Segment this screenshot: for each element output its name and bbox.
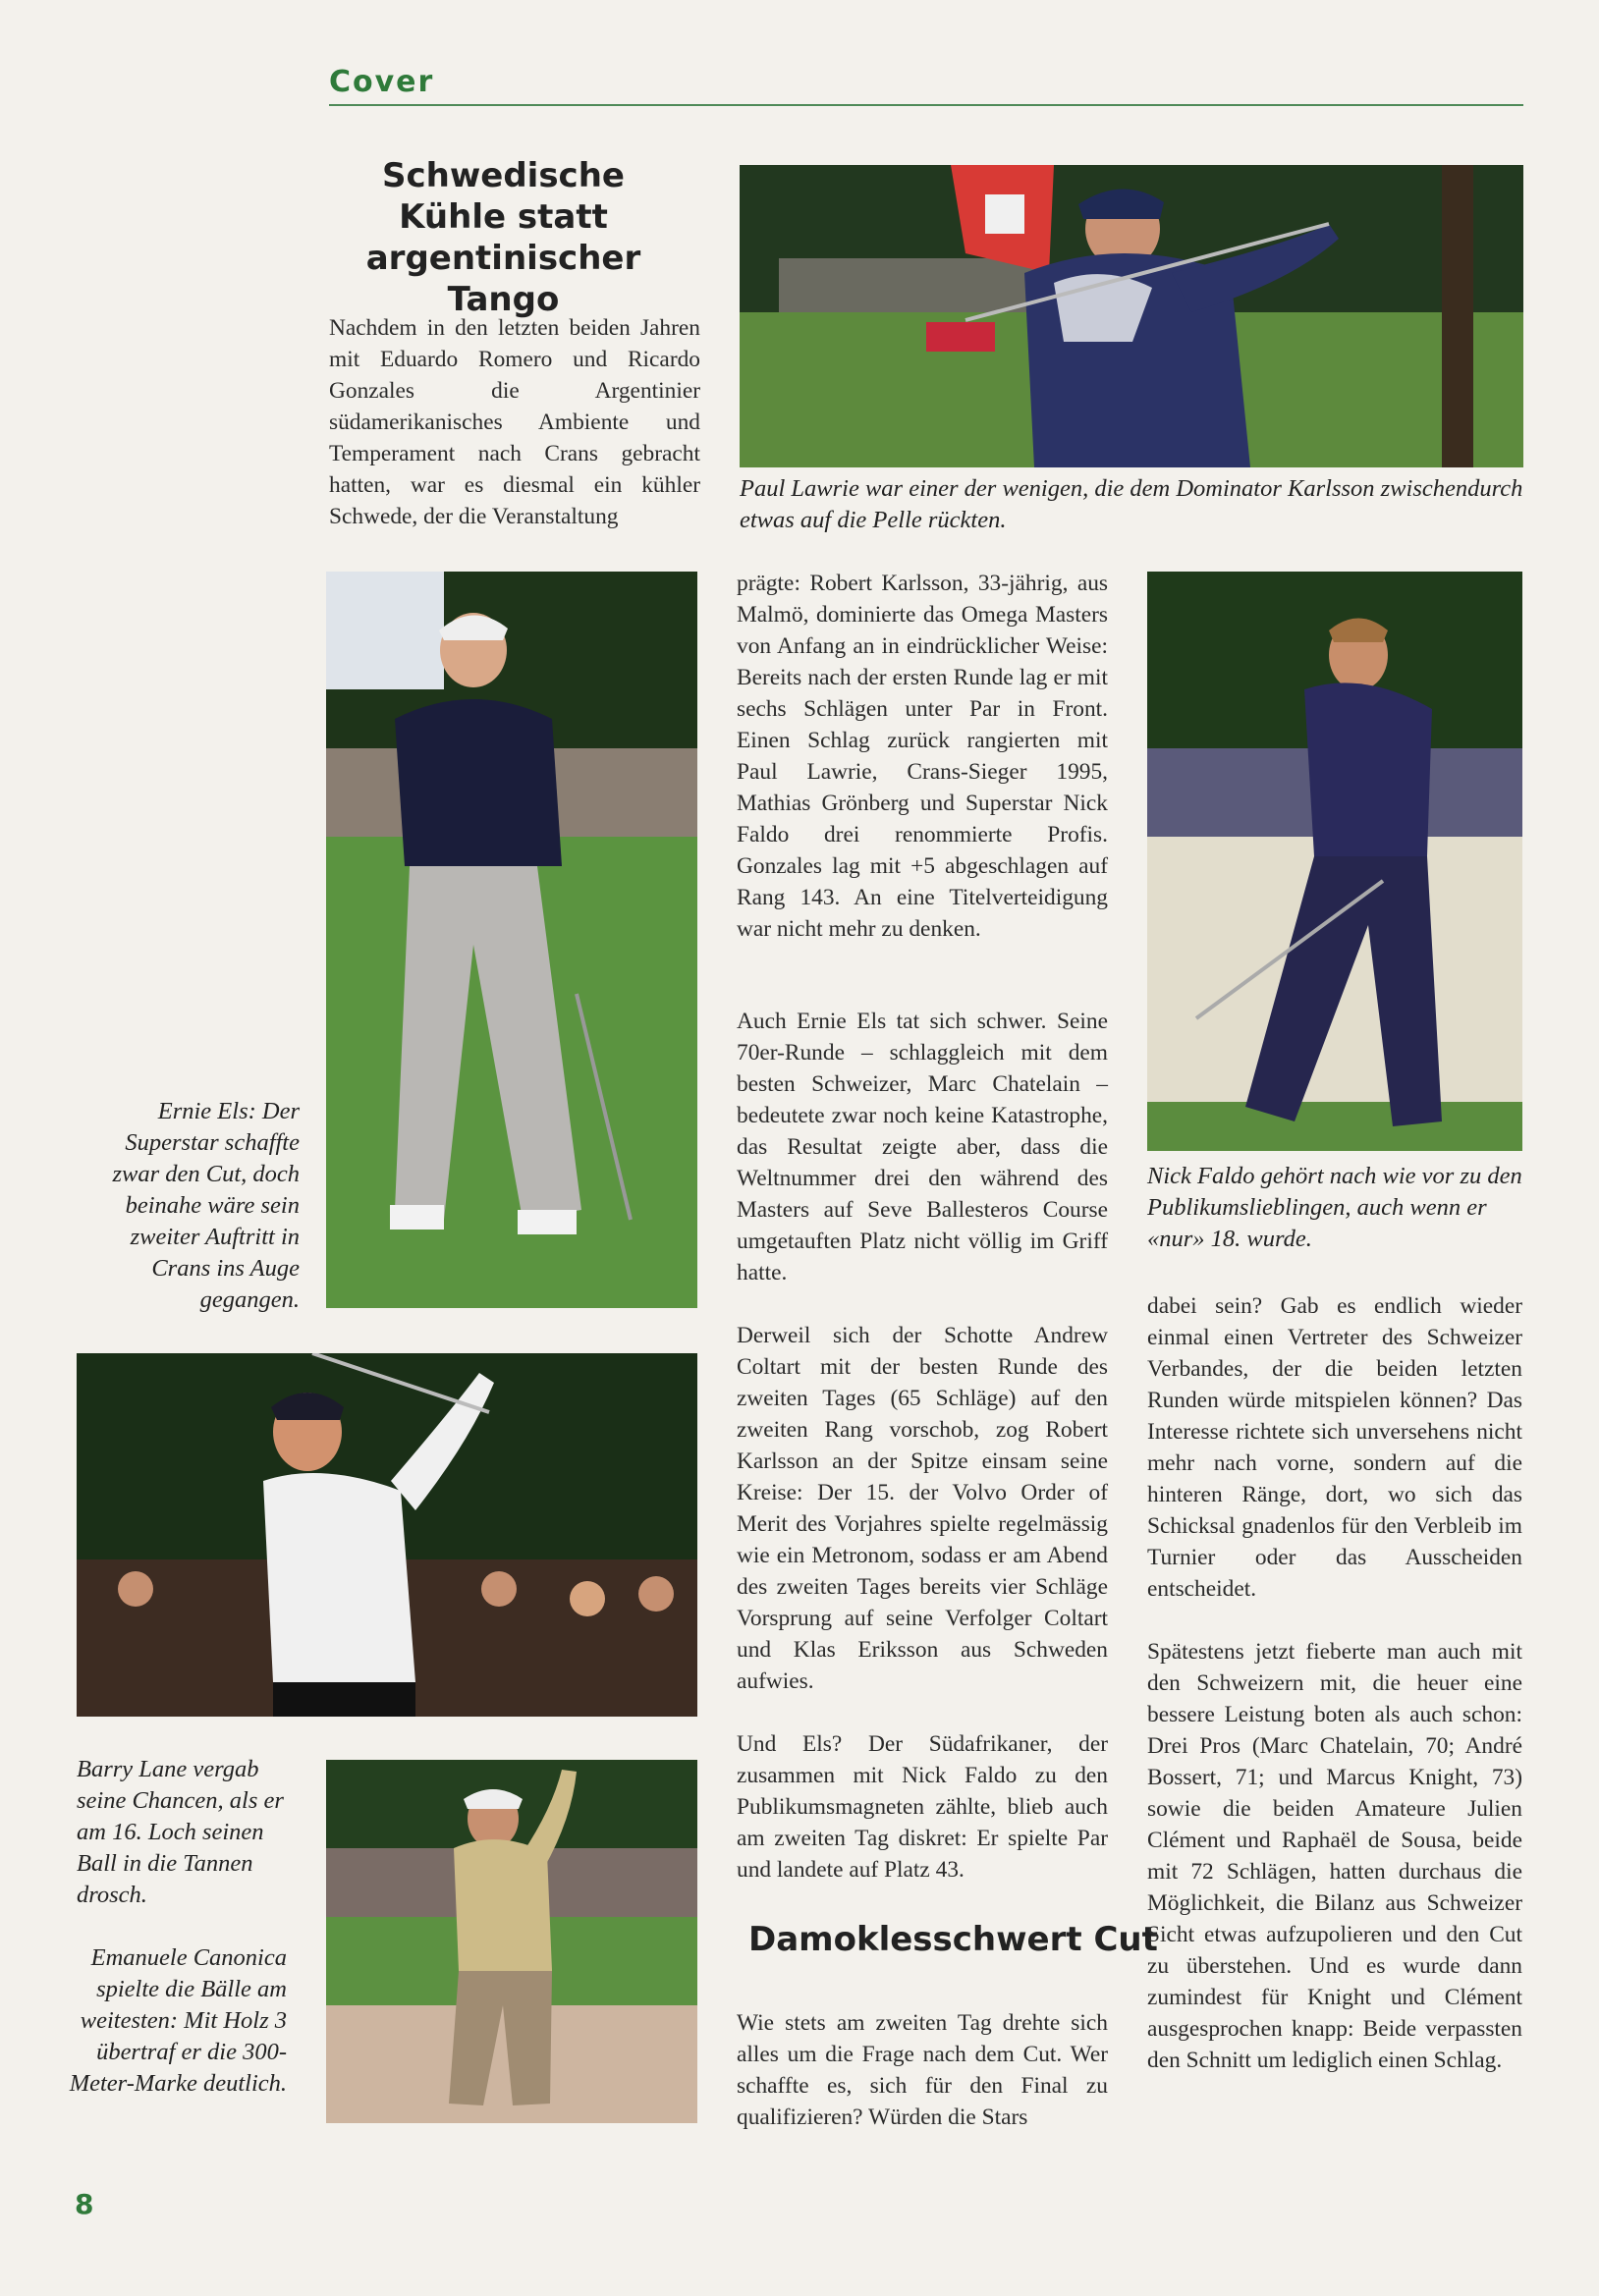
article-paragraph-3: Derweil sich der Schotte Andrew Coltart mit der besten Runde des zweiten Tages (65 Schläge) auf den zweiten Rang vorschob, zog Robert Karlsson an der Spitze einsam seine Kreise: Der 15. der Volvo Order of Merit des Vorjahres spielte regelmässig wie ein Metronom, sodass er am Abend des zweiten Tages bereits vier Schläge Vorsprung auf seine Verfolger Coltart und Klas Eriksson aus Schweden aufwies. [737, 1323, 1108, 1694]
caption-emanuele-canonica: Emanuele Canonica spielte die Bälle am weitesten: Mit Holz 3 übertraf er die 300-Meter-Marke deutlich. [69, 1944, 287, 2097]
caption-ernie-els: Ernie Els: Der Superstar schaffte zwar den Cut, doch beinahe wäre sein zweiter Auftritt in Crans ins Auge gegangen. [112, 1098, 300, 1313]
photo-ernie-els [326, 572, 697, 1308]
section-label: Cover [329, 65, 435, 99]
photo-emanuele-canonica [326, 1760, 697, 2123]
article-headline: Schwedische Kühle statt argentinischer Tango [365, 156, 641, 319]
photo-nick-faldo [1147, 572, 1522, 1151]
photo-barry-lane [77, 1353, 697, 1717]
header-rule [329, 104, 1523, 106]
photo-paul-lawrie [740, 165, 1523, 467]
article-paragraph-6: dabei sein? Gab es endlich wieder einmal einen Vertreter des Schweizer Verbandes, der die beiden letzten Runden würde mitspielen können? Das Interesse richtete sich unversehens nicht mehr nach vorne, sondern auf die hinteren Ränge, dort, wo sich das Schicksal gnadenlos für den Verbleib im Turnier oder das Ausscheiden entscheidet. [1147, 1293, 1522, 1602]
subhead-cut: Damoklesschwert Cut [748, 1920, 1158, 1959]
caption-nick-faldo: Nick Faldo gehört nach wie vor zu den Publikumslieblingen, auch wenn er «nur» 18. wurde. [1147, 1163, 1522, 1252]
page-number: 8 [75, 2188, 94, 2220]
article-paragraph-4: Und Els? Der Südafrikaner, der zusammen mit Nick Faldo zu den Publikumsmagneten zählte, blieb auch am zweiten Tag diskret: Er spielte Par und landete auf Platz 43. [737, 1731, 1108, 1883]
article-paragraph-5: Wie stets am zweiten Tag drehte sich alles um die Frage nach dem Cut. Wer schaffte es, sich für den Final zu qualifizieren? Würden die Stars [737, 2010, 1108, 2130]
article-paragraph-2: Auch Ernie Els tat sich schwer. Seine 70er-Runde – schlaggleich mit dem besten Schweizer, Marc Chatelain – bedeutete zwar noch keine Katastrophe, das Resultat zeigte aber, dass die Weltnummer drei den während des Masters auf Seve Ballesteros Course umgetauften Platz nicht völlig im Griff hatte. [737, 1009, 1108, 1285]
article-paragraph-7: Spätestens jetzt fieberte man auch mit den Schweizern mit, die heuer eine bessere Leistung boten als auch schon: Drei Pros (Marc Chatelain, 70; André Bossert, 71; und Marcus Knight, 73) sowie die beiden Amateure Julien Clément und Raphaël de Sousa, beide mit 72 Schlägen, hatten durchaus die Möglichkeit, die Bilanz aus Schweizer Sicht etwas aufzupolieren und den Cut zu überstehen. Und es wurde dann zumindest für Knight und Clément ausgesprochen knapp: Beide verpassten den Schnitt um lediglich einen Schlag. [1147, 1639, 1522, 2073]
caption-paul-lawrie: Paul Lawrie war einer der wenigen, die dem Dominator Karlsson zwischendurch etwas auf die Pelle rückten. [740, 475, 1523, 533]
intro-paragraph: Nachdem in den letzten beiden Jahren mit Eduardo Romero und Ricardo Gonzales die Argentinier südamerikanisches Ambiente und Temperament nach Crans gebracht hatten, war es diesmal ein kühler Schwede, der die Veranstaltung [329, 315, 700, 529]
caption-barry-lane: Barry Lane vergab seine Chancen, als er am 16. Loch seinen Ball in die Tannen drosch. [77, 1756, 284, 1908]
article-paragraph-1: prägte: Robert Karlsson, 33-jährig, aus Malmö, dominierte das Omega Masters von Anfang an in eindrücklicher Weise: Bereits nach der ersten Runde lag er mit sechs Schlägen unter Par in Front. Einen Schlag zurück rangierten mit Paul Lawrie, Crans-Sieger 1995, Mathias Grönberg und Superstar Nick Faldo drei renommierte Profis. Gonzales lag mit +5 abgeschlagen auf Rang 143. An eine Titelverteidigung war nicht mehr zu denken. [737, 571, 1108, 942]
